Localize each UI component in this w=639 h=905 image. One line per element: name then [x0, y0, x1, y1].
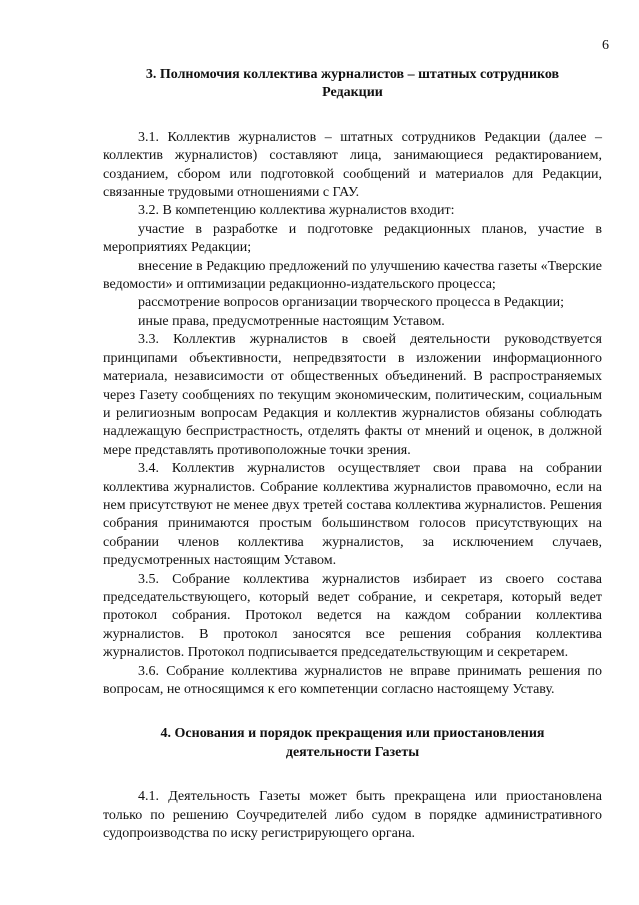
paragraph-3-4: 3.4. Коллектив журналистов осуществляет свои права на собрании коллектива журналистов. Собрание коллектива журналистов правомочно, если на нем присутствуют не менее двух третей состава коллектива журналистов. Решения собрания принимаются простым большинством голосов присутствующих на собрании членов коллектива журналистов, за исключением случаев, предусмотренных настоящим Уставом. [103, 461, 602, 569]
section-3-body [103, 129, 602, 700]
paragraph-3-3: 3.3. Коллектив журналистов в своей деятельности руководствуется принципами объективности, непредвзятости в изложении информационного материала, независимости от общественных объединений. В распространяемых через Газету сообщениях по текущим экономическим, политическим, социальным и религиозным вопросам Редакция и коллектив журналистов обязаны соблюдать надлежащую беспристрастность, отделять факты от мнений и оценок, в должной мере представлять противоположные точки зрения. [103, 332, 602, 458]
paragraph-3-5: 3.5. Собрание коллектива журналистов избирает из своего состава председательствующего, который ведет собрание, и секретаря, который ведет протокол собрания. Протокол ведется на каждом собрании коллектива журналистов. В протокол заносятся все решения собрания коллектива журналистов. Протокол подписывается председательствующим и секретарем. [103, 571, 602, 661]
competence-item-1: участие в разработке и подготовке редакционных планов, участие в мероприятиях Редакции; [103, 221, 602, 256]
section-4-heading-line-1: 4. Основания и порядок прекращения или приостановления [160, 726, 545, 742]
paragraph-3-2: 3.2. В компетенцию коллектива журналистов входит: [138, 203, 455, 219]
paragraph-3-6: 3.6. Собрание коллектива журналистов не вправе принимать решения по вопросам, не относящимся к его компетенции согласно настоящему Уставу. [103, 663, 602, 697]
section-4-body [103, 788, 602, 843]
paragraph-3-1: 3.1. Коллектив журналистов – штатных сотрудников Редакции (далее – коллектив журналистов) составляют лица, занимающиеся редактированием, созданием, сбором или подготовкой сообщений и материалов для Редакции, связанные трудовыми отношениями с ГАУ. [103, 129, 602, 201]
document-content [103, 66, 602, 843]
section-4-heading [103, 725, 602, 762]
competence-item-4: иные права, предусмотренные настоящим Уставом. [138, 313, 445, 329]
page-number: 6 [602, 38, 609, 53]
competence-item-3: рассмотрение вопросов организации творческого процесса в Редакции; [138, 295, 565, 311]
section-4-heading-line-2: деятельности Газеты [285, 744, 420, 760]
section-3-heading-line-1: 3. Полномочия коллектива журналистов – штатных сотрудников [145, 67, 560, 82]
section-3-heading-line-2: Редакции [322, 85, 383, 101]
paragraph-4-1: 4.1. Деятельность Газеты может быть прекращена или приостановлена только по решению Соучредителей либо судом в порядке административного судопроизводства по иску регистрирующего органа. [103, 789, 602, 842]
section-3-heading [103, 66, 602, 103]
competence-item-2: внесение в Редакцию предложений по улучшению качества газеты «Тверские ведомости» и оптимизации редакционно-издательского процесса; [103, 258, 602, 293]
